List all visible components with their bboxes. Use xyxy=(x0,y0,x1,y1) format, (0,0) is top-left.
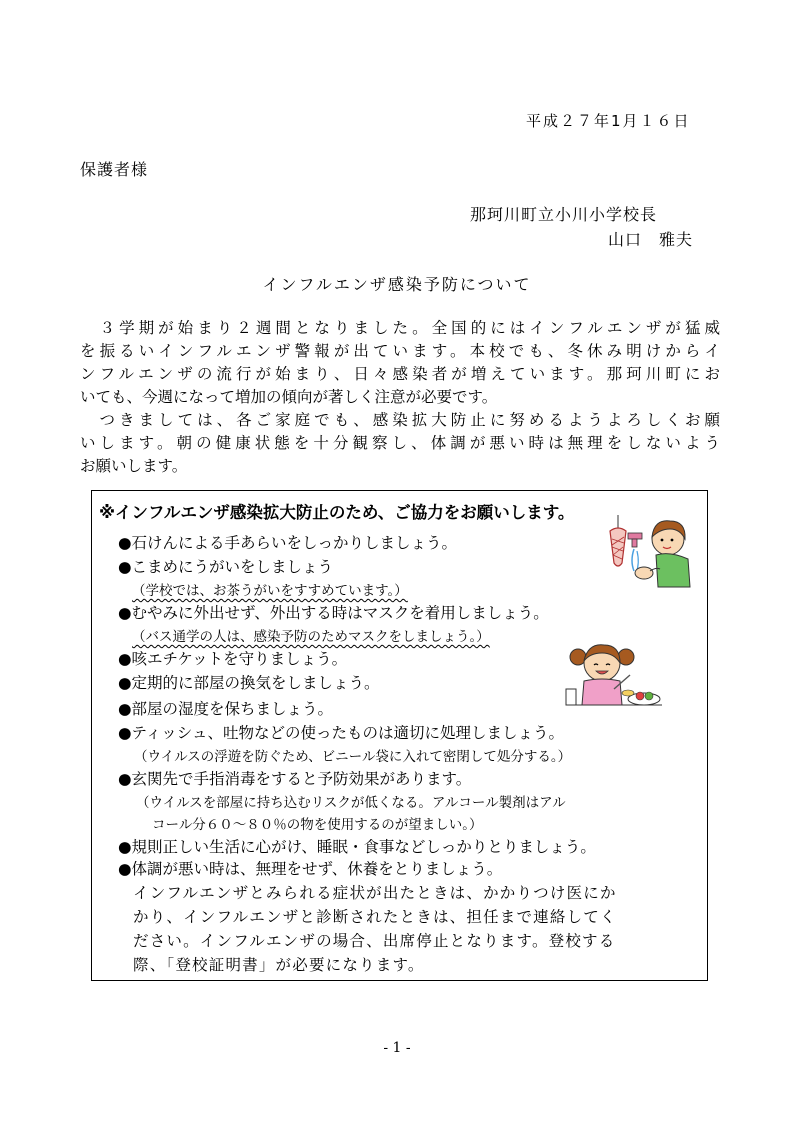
body-line: つきましては、各ご家庭でも、感染拡大防止に努めるようよろしくお願 xyxy=(80,411,720,429)
list-item: ●こまめにうがいをしましょう xyxy=(118,558,334,576)
document-title: インフルエンザ感染予防について xyxy=(262,275,532,294)
list-item: ●ティッシュ、吐物などの使ったものは適切に処理しましょう。 xyxy=(118,724,564,742)
list-item: ●定期的に部屋の換気をしましょう。 xyxy=(118,674,380,692)
closing-line: かり、インフルエンザと診断されたときは、担任まで連絡してく xyxy=(133,908,617,926)
eating-child-illustration xyxy=(564,641,664,715)
sanitize-note-1: （ウイルスを部屋に持ち込むリスクが低くなる。アルコール製剤はアル xyxy=(136,795,566,811)
paragraph-2 xyxy=(80,409,720,478)
paragraph-1 xyxy=(80,317,720,409)
page-number: - 1 - xyxy=(383,1040,411,1056)
list-item: ●むやみに外出せず、外出する時はマスクを着用しましょう。 xyxy=(118,604,549,622)
bus-note: （バス通学の人は、感染予防のためマスクをしましょう。） xyxy=(132,629,490,645)
handwashing-child-illustration xyxy=(600,509,696,589)
list-item: ●部屋の湿度を保ちましょう。 xyxy=(118,700,334,718)
gargle-note: （学校では、お茶うがいをすすめています。） xyxy=(132,583,408,599)
notice-heading: ※インフルエンザ感染拡大防止のため、ご協力をお願いします。 xyxy=(99,503,575,522)
sender-name: 山口 雅夫 xyxy=(608,230,694,249)
closing-line: 際、「登校証明書」が必要になります。 xyxy=(133,956,425,974)
body-line: いします。朝の健康状態を十分観察し、体調が悪い時は無理をしないよう xyxy=(80,434,720,452)
body-text xyxy=(80,317,720,478)
body-line: ３学期が始まり２週間となりました。全国的にはインフルエンザが猛威 xyxy=(80,319,720,337)
body-line: お願いします。 xyxy=(80,457,188,475)
document-date: 平成２７年1月１６日 xyxy=(526,112,691,130)
closing-line: インフルエンザとみられる症状が出たときは、かかりつけ医にか xyxy=(133,884,617,902)
body-line: いても、今週になって増加の傾向が著しく注意が必要です。 xyxy=(80,388,498,406)
addressee: 保護者様 xyxy=(80,160,149,179)
list-item: ●体調が悪い時は、無理をせず、休養をとりましょう。 xyxy=(118,860,503,878)
list-item: ●玄関先で手指消毒をすると予防効果があります。 xyxy=(118,770,472,788)
closing-line: ださい。インフルエンザの場合、出席停止となります。登校する xyxy=(133,932,616,950)
sender-organization: 那珂川町立小川小学校長 xyxy=(470,205,658,224)
body-line: ンフルエンザの流行が始まり、日々感染者が増えています。那珂川町にお xyxy=(80,365,720,383)
prevention-notice-box xyxy=(91,490,708,981)
body-line: を振るいインフルエンザ警報が出ています。本校でも、冬休み明けからイ xyxy=(80,342,720,360)
list-item: ●石けんによる手あらいをしっかりしましょう。 xyxy=(118,534,458,552)
sanitize-note-2: コール分６０～８０％の物を使用するのが望ましい。） xyxy=(152,817,483,833)
list-item: ●咳エチケットを守りましょう。 xyxy=(118,650,348,668)
list-item: ●規則正しい生活に心がけ、睡眠・食事などしっかりとりましょう。 xyxy=(118,838,596,856)
tissue-note: （ウイルスの浮遊を防ぐため、ビニール袋に入れて密閉して処分する。） xyxy=(134,749,572,765)
